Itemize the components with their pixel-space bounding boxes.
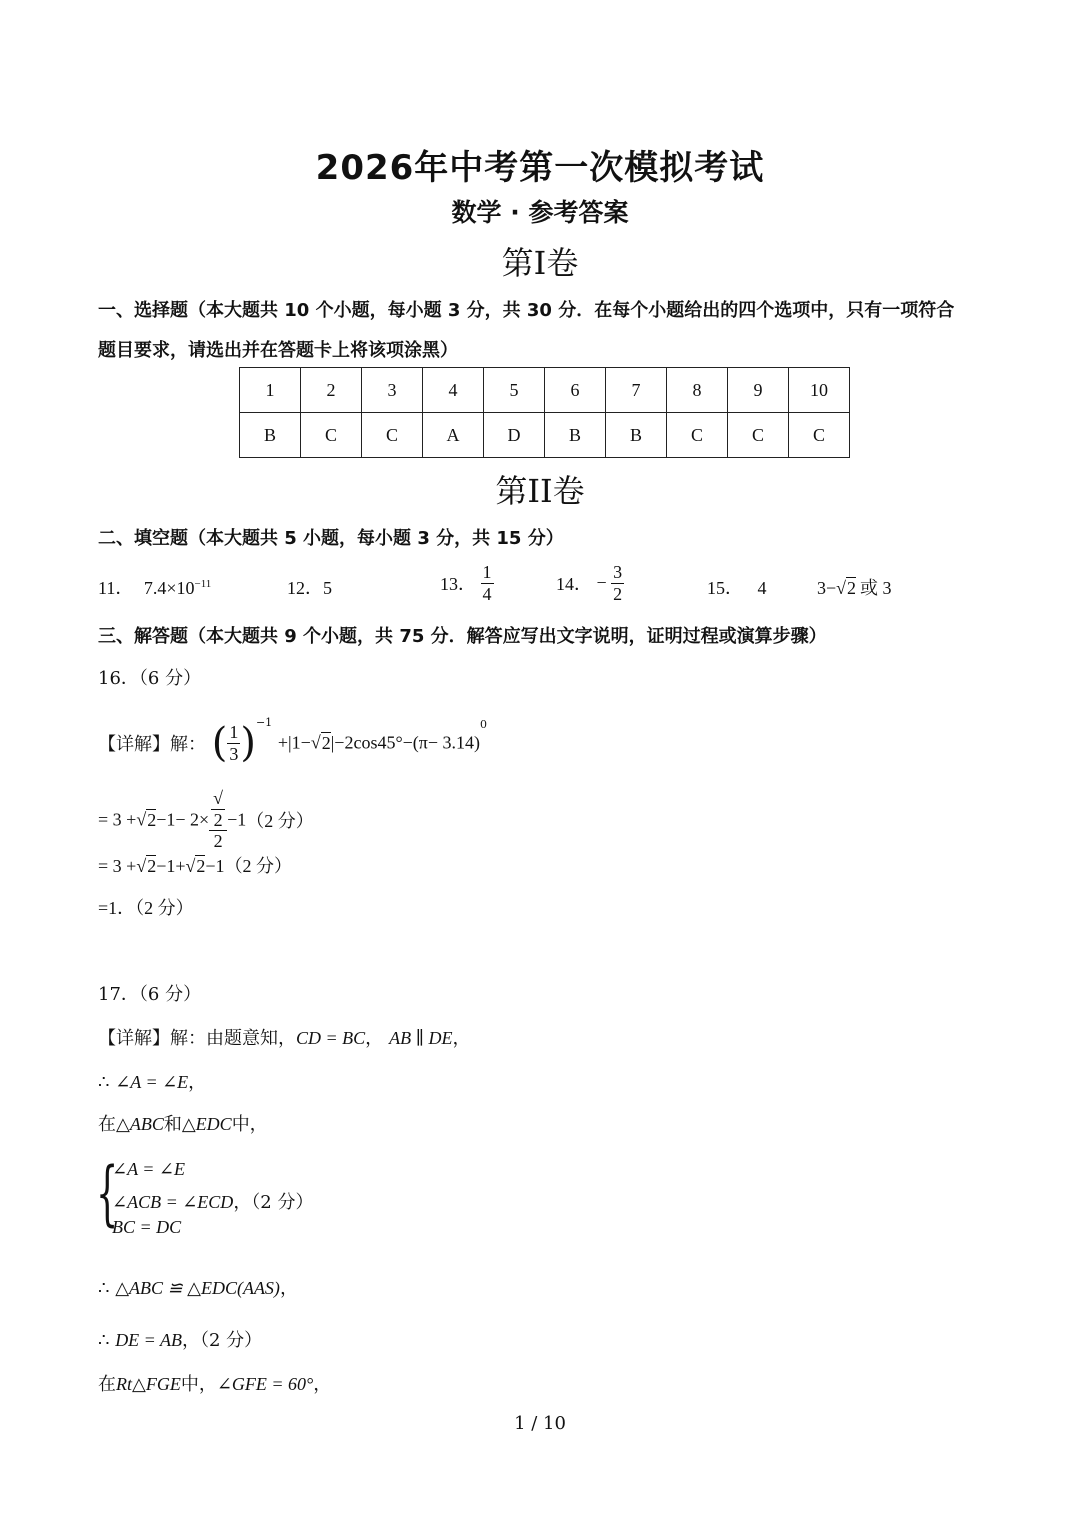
q16-label: 16．（6 分） xyxy=(98,668,202,689)
q16-expr-part1: +|1− xyxy=(277,732,311,753)
section2-heading: 二、填空题（本大题共 5 小题，每小题 3 分，共 15 分） xyxy=(98,528,564,549)
volume-2-heading: 第II卷 xyxy=(495,472,585,510)
q17-line6 xyxy=(98,1370,331,1396)
q13-numerator: 1 xyxy=(482,562,492,582)
q17-l4-end: ， xyxy=(279,1278,298,1299)
page-subtitle: 数学 · 参考答案 xyxy=(451,198,629,227)
q17-system-eq3: BC = DC xyxy=(112,1217,182,1237)
q17-system-eq1: ∠A = ∠E xyxy=(112,1159,185,1179)
q17-l3-pre: 在 xyxy=(98,1114,116,1135)
q15-answer-b xyxy=(817,578,892,598)
answer-table-answer-row xyxy=(240,413,850,458)
q16-step1-denominator: 2 xyxy=(213,831,223,852)
q16-intro: 【详解】解： xyxy=(98,734,206,755)
q17-label: 17．（6 分） xyxy=(98,984,202,1005)
sqrt-icon: √ xyxy=(136,856,147,876)
q16-step1-numerator xyxy=(209,788,227,831)
q17-l6-pre: 在 xyxy=(98,1374,116,1395)
q17-l6-end: ， xyxy=(313,1374,332,1395)
q16-step2 xyxy=(98,852,292,878)
table-cell: D xyxy=(484,413,545,458)
section1-line1: 一、选择题（本大题共 10 个小题，每小题 3 分，共 30 分．在每个小题给出的四个选项中，只有一项符合 xyxy=(98,300,955,321)
answer-q12: 12．5 xyxy=(287,578,332,598)
q16-step2-c: −1 xyxy=(205,856,225,876)
sqrt-icon: √ xyxy=(836,578,847,598)
page-title: 2026年中考第一次模拟考试 xyxy=(315,148,765,188)
table-cell: 10 xyxy=(789,368,850,413)
table-cell: B xyxy=(545,413,606,458)
q16-fraction xyxy=(227,722,240,764)
table-cell: B xyxy=(240,413,301,458)
q16-step2-a: = 3 + xyxy=(98,856,137,876)
q17-sys2-score: ，（2 分） xyxy=(233,1192,314,1213)
table-cell: C xyxy=(728,413,789,458)
q17-l3-t2: △EDC xyxy=(181,1114,232,1134)
q16-step1-num-radicand: 2 xyxy=(211,809,225,831)
q16-step2-b: −1+ xyxy=(156,856,186,876)
q14-sign: − xyxy=(596,572,607,593)
q16-step1-score: （2 分） xyxy=(246,811,314,832)
q13-denominator: 4 xyxy=(482,583,492,604)
page-number: 1 / 10 xyxy=(514,1413,566,1434)
q17-system-eq2 xyxy=(112,1188,314,1214)
q16-exponent: −1 xyxy=(255,716,273,729)
left-paren-icon: ( xyxy=(211,720,228,766)
table-cell: 4 xyxy=(423,368,484,413)
answer-q15 xyxy=(707,574,892,600)
q17-l3-t1: △ABC xyxy=(116,1114,164,1134)
q16-step3: =1．（2 分） xyxy=(98,898,194,918)
section3-heading: 三、解答题（本大题共 9 个小题，共 75 分．解答应写出文字说明，证明过程或演算步骤） xyxy=(98,626,827,647)
q11-exponent: −11 xyxy=(194,578,212,590)
table-cell: 3 xyxy=(362,368,423,413)
q15-answer-a: 4 xyxy=(757,578,767,598)
answer-table xyxy=(239,367,850,458)
q16-step2-score: （2 分） xyxy=(224,856,293,876)
table-cell: 2 xyxy=(301,368,362,413)
q16-step1-b: −1− 2× xyxy=(156,809,210,830)
q17-l6-mid: 中， xyxy=(180,1374,217,1395)
q11-base: 7.4×10 xyxy=(143,578,195,598)
table-cell: 8 xyxy=(667,368,728,413)
table-cell: 7 xyxy=(606,368,667,413)
q17-sys2-math: ∠ACB = ∠ECD xyxy=(112,1192,234,1212)
q17-l3-end: 中， xyxy=(231,1114,268,1135)
q17-l1-end: ， xyxy=(452,1028,471,1049)
q16-radicand: 2 xyxy=(321,732,331,753)
q16-step2-radicand1: 2 xyxy=(147,856,157,876)
q16-step2-radicand2: 2 xyxy=(196,856,206,876)
q14-numerator: 3 xyxy=(613,562,623,582)
table-cell: C xyxy=(362,413,423,458)
sqrt-icon: √ xyxy=(185,856,196,876)
table-cell: B xyxy=(606,413,667,458)
volume-1-heading: 第I卷 xyxy=(501,244,579,282)
q17-line3 xyxy=(98,1110,268,1136)
q17-l5-end: ，（2 分） xyxy=(182,1330,263,1351)
q17-l1-m1: CD = BC xyxy=(296,1028,366,1048)
q17-line2 xyxy=(98,1068,206,1094)
q17-line1 xyxy=(98,1024,470,1050)
q17-l2-end: ， xyxy=(188,1072,207,1093)
table-cell: 6 xyxy=(545,368,606,413)
q16-expr-part2: |−2cos45°−(π− 3.14) xyxy=(330,732,481,753)
table-cell: A xyxy=(423,413,484,458)
answer-q14 xyxy=(556,562,624,604)
q13-fraction xyxy=(481,562,494,604)
table-cell: 1 xyxy=(240,368,301,413)
q17-l2-m: ∠A = ∠E xyxy=(115,1072,189,1092)
table-cell: 5 xyxy=(484,368,545,413)
answer-table-number-row xyxy=(240,368,850,413)
answer-q11 xyxy=(98,574,211,600)
q17-l1-pre: 【详解】解：由题意知， xyxy=(98,1028,296,1049)
q17-l6-m1: Rt△FGE xyxy=(116,1374,181,1394)
q17-l2-pre: ∴ xyxy=(98,1072,116,1093)
section1-line2: 题目要求，请选出并在答题卡上将该项涂黑） xyxy=(98,340,458,361)
q16-step1-c: −1 xyxy=(227,809,247,830)
q17-l5-m: DE = AB xyxy=(115,1330,182,1350)
q16-step1-radicand: 2 xyxy=(147,809,157,830)
q17-l3-mid: 和 xyxy=(163,1114,182,1135)
left-brace-icon: { xyxy=(96,1152,119,1234)
q16-expression xyxy=(98,716,487,766)
q16-step1-fraction xyxy=(209,788,227,852)
sqrt-icon: √ xyxy=(310,732,321,753)
q17-l1-m2: AB ∥ DE xyxy=(389,1028,453,1048)
right-paren-icon: ) xyxy=(240,720,256,766)
answer-q13 xyxy=(440,562,494,604)
table-cell: C xyxy=(301,413,362,458)
q15-b-prefix: 3− xyxy=(817,578,837,598)
table-cell: 9 xyxy=(728,368,789,413)
table-cell: C xyxy=(667,413,728,458)
q11-label: 11． xyxy=(98,578,134,598)
q14-denominator: 2 xyxy=(613,583,623,604)
table-cell: C xyxy=(789,413,850,458)
q13-label: 13． xyxy=(440,574,476,595)
q17-l4-pre: ∴ xyxy=(98,1278,116,1299)
sqrt-icon: √ xyxy=(136,809,147,830)
q15-label: 15． xyxy=(707,578,743,598)
q15-b-radicand: 2 xyxy=(847,578,857,598)
q17-line4 xyxy=(98,1274,298,1300)
q14-fraction xyxy=(611,562,624,604)
q16-step1 xyxy=(98,788,314,852)
q17-l1-sep: ， xyxy=(365,1028,384,1049)
q17-l6-m2: ∠GFE = 60° xyxy=(216,1374,314,1394)
q17-line5 xyxy=(98,1326,262,1352)
q16-step1-a: = 3 + xyxy=(98,809,137,830)
q16-exponent-zero: 0 xyxy=(480,718,488,731)
q16-denominator: 3 xyxy=(229,743,239,764)
q14-label: 14． xyxy=(556,574,592,595)
q15-b-suffix: 或 3 xyxy=(860,578,892,598)
sqrt-icon: √ xyxy=(213,788,224,808)
q17-l5-pre: ∴ xyxy=(98,1330,116,1351)
q17-l4-m: △ABC ≌ △EDC(AAS) xyxy=(115,1278,280,1298)
q16-numerator: 1 xyxy=(229,721,239,742)
